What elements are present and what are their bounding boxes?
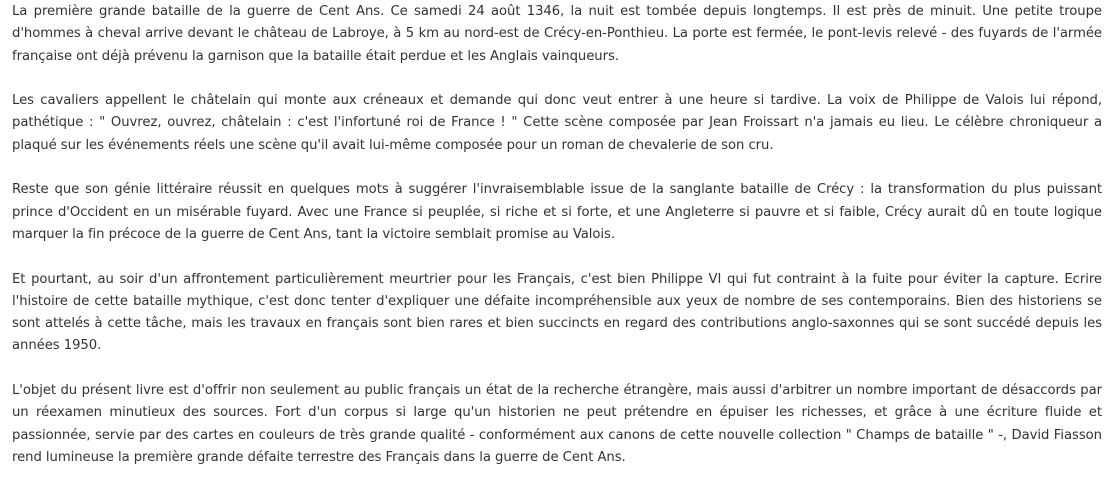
paragraph-5: L'objet du présent livre est d'offrir non seulement au public français un état de la recherche étrangère, mais aussi d'arbitrer un nombre important de désaccords par un réexamen minutieux des sources. Fort d'un corpus si large qu'un historien ne peut prétendre en épuiser les richesses, et grâce à une écriture fluide et passionnée, servie par des cartes en couleurs de très grande qualité - conformément aux canons de cette nouvelle collection " Champs de bataille " -, David Fiasson rend lumineuse la première grande défaite terrestre des Français dans la guerre de Cent Ans. [12,383,1102,465]
paragraph-1: La première grande bataille de la guerre de Cent Ans. Ce samedi 24 août 1346, la nuit est tombée depuis longtemps. Il est près de minuit. Une petite troupe d'hommes à cheval arrive devant le château de Labroye, à 5 km au nord-est de Crécy-en-Ponthieu. La porte est fermée, le pont-levis relevé - des fuyards de l'armée française ont déjà prévenu la garnison que la bataille était perdue et les Anglais vainqueurs. [12,4,1102,64]
paragraph-4: Et pourtant, au soir d'un affrontement particulièrement meurtrier pour les Français, c'est bien Philippe VI qui fut contraint à la fuite pour éviter la capture. Ecrire l'histoire de cette bataille mythique, c'est donc tenter d'expliquer une défaite incompréhensible aux yeux de nombre de ses contemporains. Bien des historiens se sont attelés à cette tâche, mais les travaux en français sont bien rares et bien succincts en regard des contributions anglo-saxonnes qui se sont succédé depuis les années 1950. [12,271,1102,354]
paragraph-2: Les cavaliers appellent le châtelain qui monte aux créneaux et demande qui donc veut entrer à une heure si tardive. La voix de Philippe de Valois lui répond, pathétique : " Ouvrez, ouvrez, châtelain : c'est l'infortuné roi de France ! " Cette scène composée par Jean Froissart n'a jamais eu lieu. Le célèbre chroniqueur a plaqué sur les événements réels une scène qu'il avait lui-même composée pour un roman de chevalerie de son cru. [12,93,1102,153]
paragraph-3: Reste que son génie littéraire réussit en quelques mots à suggérer l'invraisemblable issue de la sanglante bataille de Crécy : la transformation du plus puissant prince d'Occident en un misérable fuyard. Avec une France si peuplée, si riche et si forte, et une Angleterre si pauvre et si faible, Crécy aurait dû en toute logique marquer la fin précoce de la guerre de Cent Ans, tant la victoire semblait promise au Valois. [12,182,1102,242]
